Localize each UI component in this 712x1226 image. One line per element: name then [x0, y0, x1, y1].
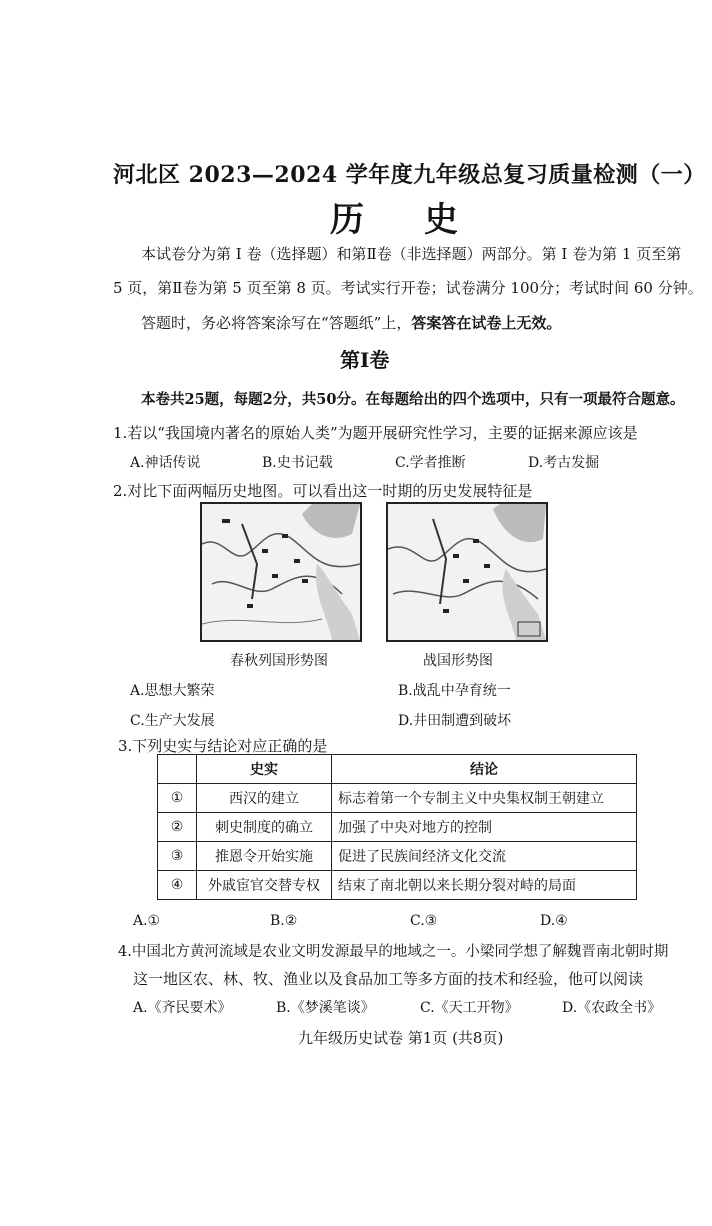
spring-autumn-map-drawing — [202, 504, 360, 640]
table-header-fact: 史实 — [197, 755, 332, 784]
q2-option-c[interactable]: C.生产大发展 — [130, 713, 215, 729]
row-conclusion: 结束了南北朝以来长期分裂对峙的局面 — [332, 871, 637, 900]
row-fact: 刺史制度的确立 — [197, 813, 332, 842]
table-row — [158, 784, 637, 813]
q1-option-c[interactable]: C.学者推断 — [395, 455, 466, 471]
row-fact: 推恩令开始实施 — [197, 842, 332, 871]
table-row — [158, 813, 637, 842]
page-footer: 九年级历史试卷 第1页 (共8页) — [298, 1029, 504, 1047]
row-index: ④ — [158, 871, 197, 900]
q4-option-a[interactable]: A.《齐民要术》 — [133, 1000, 232, 1016]
row-fact: 西汉的建立 — [197, 784, 332, 813]
map-caption-warring-states: 战国形势图 — [423, 653, 493, 669]
intro-line-2: 5 页，第Ⅱ卷为第 5 页至第 8 页。考试实行开卷；试卷满分 100分；考试时间 60 分钟。 — [113, 279, 703, 297]
subject-title: 历史 — [330, 200, 518, 240]
section-title: 第I卷 — [340, 348, 390, 372]
section-instructions: 本卷共25题，每题2分，共50分。在每题给出的四个选项中，只有一项最符合题意。 — [141, 391, 685, 408]
q3-option-a[interactable]: A.① — [133, 913, 161, 929]
intro-line-3-normal: 答题时，务必将答案涂写在“答题纸”上， — [141, 314, 412, 332]
q1-option-a[interactable]: A.神话传说 — [130, 455, 201, 471]
q3-option-d[interactable]: D.④ — [540, 913, 568, 929]
row-conclusion: 加强了中央对地方的控制 — [332, 813, 637, 842]
question-2-stem: 2.对比下面两幅历史地图。可以看出这一时期的历史发展特征是 — [113, 482, 533, 500]
warring-states-map-drawing — [388, 504, 546, 640]
intro-line-3-bold: 答案答在试卷上无效。 — [411, 314, 562, 332]
table-row — [158, 842, 637, 871]
q4-option-d[interactable]: D.《农政全书》 — [562, 1000, 662, 1016]
question-1-stem: 1.若以“我国境内著名的原始人类”为题开展研究性学习，主要的证据来源应该是 — [113, 424, 638, 442]
q4-option-b[interactable]: B.《梦溪笔谈》 — [276, 1000, 375, 1016]
map-caption-spring-autumn: 春秋列国形势图 — [230, 653, 328, 669]
question-4-stem-line-2: 这一地区农、林、牧、渔业以及食品加工等多方面的技术和经验，他可以阅读 — [133, 970, 644, 988]
q3-option-b[interactable]: B.② — [270, 913, 298, 929]
row-index: ② — [158, 813, 197, 842]
row-fact: 外戚宦官交替专权 — [197, 871, 332, 900]
q1-option-b[interactable]: B.史书记载 — [262, 455, 333, 471]
table-header-conclusion: 结论 — [332, 755, 637, 784]
q3-option-c[interactable]: C.③ — [410, 913, 438, 929]
row-conclusion: 促进了民族间经济文化交流 — [332, 842, 637, 871]
table-header-index — [158, 755, 197, 784]
row-conclusion: 标志着第一个专制主义中央集权制王朝建立 — [332, 784, 637, 813]
table-header-row — [158, 755, 637, 784]
facts-table — [157, 754, 637, 900]
q2-option-b[interactable]: B.战乱中孕育统一 — [398, 683, 511, 699]
warring-states-map — [386, 502, 548, 642]
intro-line-3 — [141, 312, 561, 333]
q1-option-d[interactable]: D.考古发掘 — [528, 455, 600, 471]
q2-option-a[interactable]: A.思想大繁荣 — [130, 683, 215, 699]
question-4-stem-line-1: 4.中国北方黄河流域是农业文明发源最早的地域之一。小梁同学想了解魏晋南北朝时期 — [118, 944, 669, 960]
row-index: ① — [158, 784, 197, 813]
table-row — [158, 871, 637, 900]
exam-title: 河北区 2023—2024 学年度九年级总复习质量检测（一） — [113, 162, 706, 188]
q4-option-c[interactable]: C.《天工开物》 — [420, 1000, 519, 1016]
intro-line-1: 本试卷分为第 I 卷（选择题）和第Ⅱ卷（非选择题）两部分。第 I 卷为第 1 页至第 — [141, 245, 682, 263]
row-index: ③ — [158, 842, 197, 871]
question-3-stem: 3.下列史实与结论对应正确的是 — [118, 737, 328, 755]
q2-option-d[interactable]: D.井田制遭到破坏 — [398, 713, 512, 729]
spring-autumn-map — [200, 502, 362, 642]
